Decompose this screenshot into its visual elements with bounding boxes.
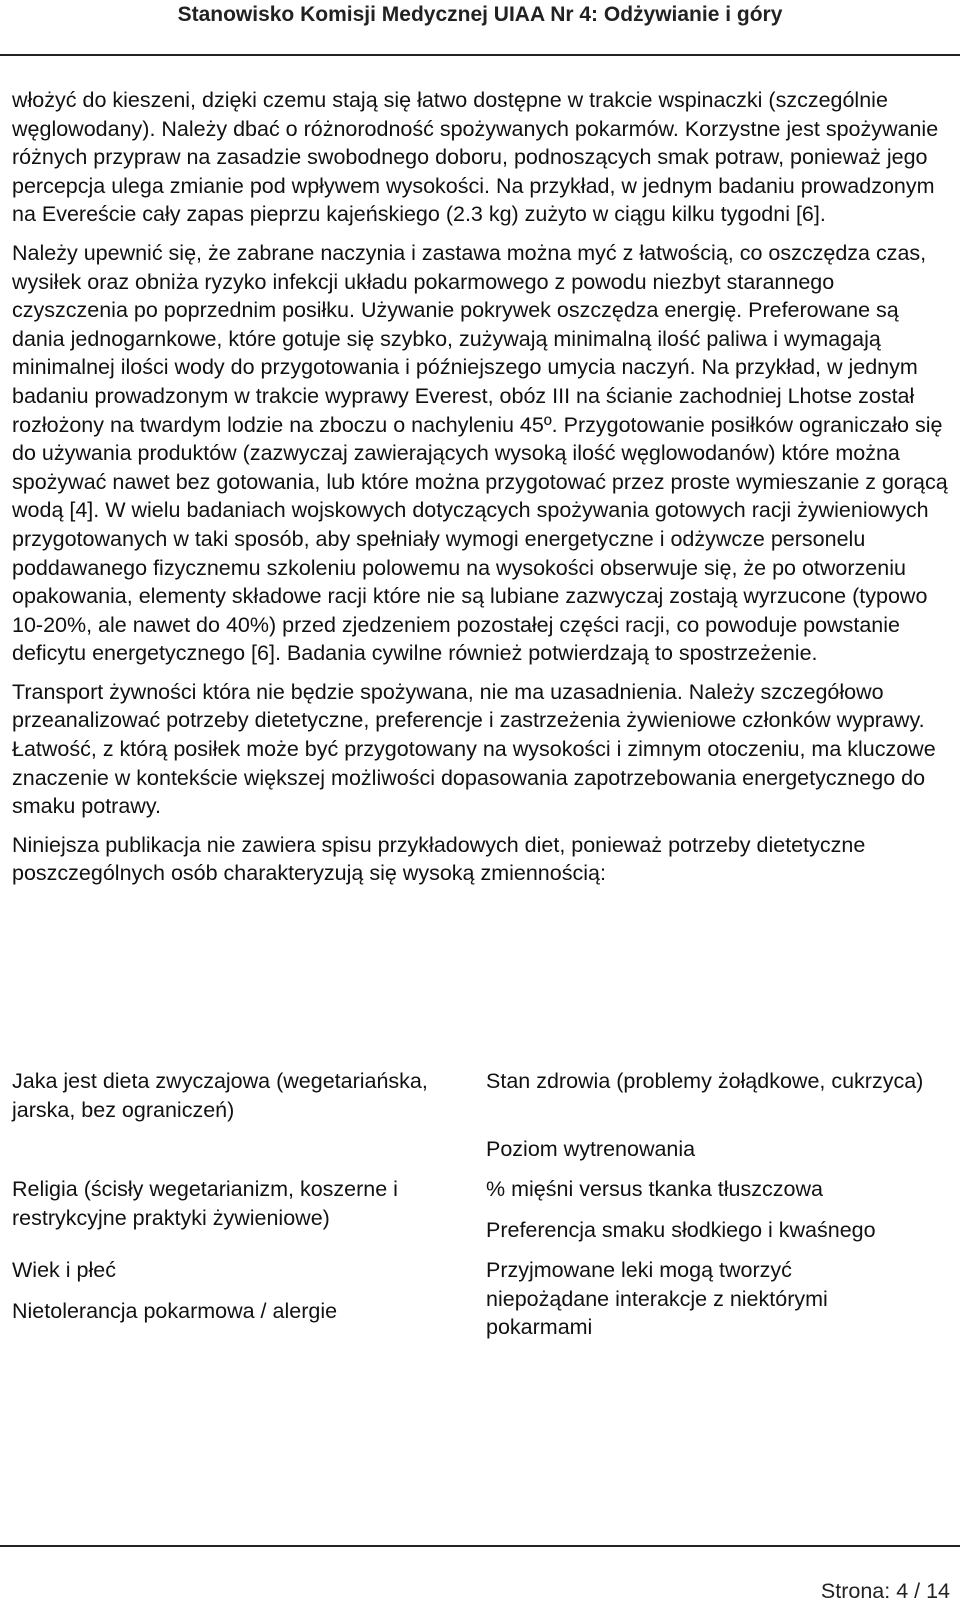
body-paragraph-3: Transport żywności która nie będzie spożywana, nie ma uzasadnienia. Należy szczegółowo przeanalizować potrzeby dietetyczne, preferencje i zastrzeżenia żywieniowe członków wyprawy. Łatwość, z którą posiłek może być przygotowany na wysokości i zimnym otoczeniu, ma kluczowe znaczenie w kontekście większej możliwości dopasowania zapotrzebowania energetycznego do smaku potrawy. xyxy=(12,679,936,819)
header-divider xyxy=(0,54,960,56)
factor-taste-preference: Preferencja smaku słodkiego i kwaśnego xyxy=(486,1218,876,1242)
page-number: Strona: 4 / 14 xyxy=(820,1579,950,1603)
body-paragraph-2: Należy upewnić się, że zabrane naczynia i zastawa można myć z łatwością, co oszczędza czas, wysiłek oraz obniża ryzyko infekcji układu pokarmowego z powodu niezbyt starannego czyszczenia po poprzednim posiłku. Używanie pokrywek oszczędza energię. Preferowane są dania jednogarnkowe, które gotuje się szybko, zużywają minimalną ilość paliwa i wymagają minimalnej ilości wody do przygotowania i późniejszego umycia naczyń. Na przykład, w jednym badaniu prowadzonym w trakcie wyprawy Everest, obóz III na ścianie zachodniej Lhotse został rozłożony na twardym lodzie na zboczu o nachyleniu 45º. Przygotowanie posiłków ograniczało się do używania produktów (zazwyczaj zawierających wysoką ilość węglowodanów) które można spożywać nawet bez gotowania, lub które można przygotować przez proste wymieszanie z gorącą wodą [4]. W wielu badaniach wojskowych dotyczących spożywania gotowych racji żywieniowych przygotowanych w taki sposób, aby spełniały wymogi energetyczne i odżywcze personelu poddawanego fizycznemu szkoleniu polowemu na wysokości obserwuje się, że po otworzeniu opakowania, elementy składowe racji które nie są lubiane zazwyczaj zostają wyrzucone (typowo 10-20%, ale nawet do 40%) przed zjedzeniem pozostałej części racji, co powoduje powstanie deficytu energetycznego [6]. Badania cywilne również potwierdzają to spostrzeżenie. xyxy=(12,240,948,666)
factor-fitness-level: Poziom wytrenowania xyxy=(486,1137,696,1161)
factor-body-composition: % mięśni versus tkanka tłuszczowa xyxy=(486,1177,823,1201)
factor-habitual-diet: Jaka jest dieta zwyczajowa (wegetariańska, jarska, bez ograniczeń) xyxy=(12,1069,428,1122)
document-header-title: Stanowisko Komisji Medycznej UIAA Nr 4: Odżywianie i góry xyxy=(177,3,783,26)
document-body xyxy=(12,86,952,898)
body-paragraph-1: włożyć do kieszeni, dzięki czemu stają się łatwo dostępne w trakcie wspinaczki (szczególnie węglowodany). Należy dbać o różnorodność spożywanych pokarmów. Korzystne jest spożywanie różnych przypraw na zasadzie swobodnego doboru, podnoszących smak potraw, ponieważ jego percepcja ulega zmianie pod wpływem wysokości. Na przykład, w jednym badaniu prowadzonym na Evereście cały zapas pieprzu kajeńskiego (2.3 kg) zużyto w ciągu kilku tygodni [6]. xyxy=(12,88,939,227)
factor-food-intolerance: Nietolerancja pokarmowa / alergie xyxy=(12,1299,338,1323)
factor-religion: Religia (ścisły wegetarianizm, koszerne i restrykcyjne praktyki żywieniowe) xyxy=(12,1177,398,1230)
factor-health-status: Stan zdrowia (problemy żołądkowe, cukrzyca) xyxy=(486,1069,924,1093)
body-paragraph-4: Niniejsza publikacja nie zawiera spisu przykładowych diet, ponieważ potrzeby dietetyczne poszczególnych osób charakteryzują się wysoką zmiennością: xyxy=(12,832,866,886)
footer-divider xyxy=(0,1545,960,1547)
factor-medications: Przyjmowane leki mogą tworzyć niepożądane interakcje z niektórymi pokarmami xyxy=(486,1258,828,1340)
factor-age-sex: Wiek i płeć xyxy=(12,1258,116,1282)
